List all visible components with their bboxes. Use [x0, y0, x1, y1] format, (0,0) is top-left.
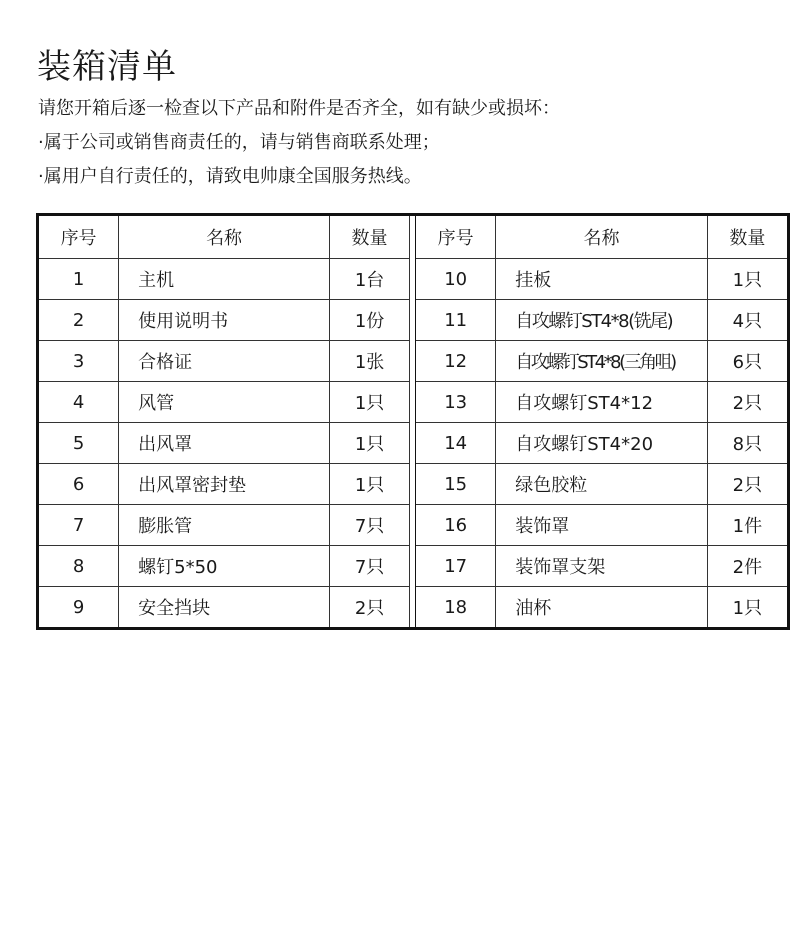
- page-title: 装箱清单: [37, 46, 177, 87]
- item-name: 合格证: [119, 341, 330, 382]
- header-name-left: 名称: [119, 215, 330, 259]
- intro-text: [38, 92, 560, 194]
- item-name: 风管: [119, 382, 330, 423]
- header-no-right: 序号: [416, 215, 496, 259]
- item-qty: 2只: [329, 587, 409, 629]
- item-name: 绿色胶粒: [496, 464, 708, 505]
- item-name: 油杯: [496, 587, 708, 629]
- table-row: [38, 546, 789, 587]
- item-qty: 7只: [329, 505, 409, 546]
- item-qty: 1只: [329, 464, 409, 505]
- item-no: 14: [416, 423, 496, 464]
- item-name: 安全挡块: [119, 587, 330, 629]
- item-no: 5: [38, 423, 119, 464]
- item-no: 2: [38, 300, 119, 341]
- item-qty: 1份: [329, 300, 409, 341]
- item-name: 挂板: [496, 259, 708, 300]
- packing-list-table: [36, 213, 790, 630]
- item-qty: 2只: [707, 464, 788, 505]
- item-name: 膨胀管: [119, 505, 330, 546]
- item-no: 6: [38, 464, 119, 505]
- item-no: 13: [416, 382, 496, 423]
- table-row: [38, 382, 789, 423]
- header-name-right: 名称: [496, 215, 708, 259]
- item-qty: 1只: [329, 382, 409, 423]
- item-no: 7: [38, 505, 119, 546]
- item-qty: 4只: [707, 300, 788, 341]
- item-name: 自攻螺钉ST4*20: [496, 423, 708, 464]
- item-no: 17: [416, 546, 496, 587]
- header-qty-right: 数量: [707, 215, 788, 259]
- item-no: 1: [38, 259, 119, 300]
- item-no: 10: [416, 259, 496, 300]
- table-row: [38, 300, 789, 341]
- item-no: 12: [416, 341, 496, 382]
- item-no: 11: [416, 300, 496, 341]
- intro-line-3: ·属用户自行责任的，请致电帅康全国服务热线。: [38, 166, 422, 187]
- table-row: [38, 259, 789, 300]
- item-qty: 2只: [707, 382, 788, 423]
- item-qty: 1台: [329, 259, 409, 300]
- item-name: 自攻螺钉ST4*12: [496, 382, 708, 423]
- table-row: [38, 505, 789, 546]
- item-name: 自攻螺钉ST4*8(三角咀): [496, 341, 708, 382]
- item-qty: 1只: [329, 423, 409, 464]
- item-qty: 1张: [329, 341, 409, 382]
- item-qty: 7只: [329, 546, 409, 587]
- item-name: 装饰罩支架: [496, 546, 708, 587]
- intro-line-2: ·属于公司或销售商责任的，请与销售商联系处理；: [38, 132, 440, 153]
- item-no: 9: [38, 587, 119, 629]
- item-name: 螺钉5*50: [119, 546, 330, 587]
- item-name: 出风罩: [119, 423, 330, 464]
- item-qty: 6只: [707, 341, 788, 382]
- table-row: [38, 341, 789, 382]
- table-row: [38, 464, 789, 505]
- item-name: 使用说明书: [119, 300, 330, 341]
- item-name: 出风罩密封垫: [119, 464, 330, 505]
- item-no: 8: [38, 546, 119, 587]
- item-name: 主机: [119, 259, 330, 300]
- item-qty: 1件: [707, 505, 788, 546]
- item-qty: 8只: [707, 423, 788, 464]
- item-name: 自攻螺钉ST4*8(铣尾): [496, 300, 708, 341]
- item-no: 15: [416, 464, 496, 505]
- item-no: 18: [416, 587, 496, 629]
- table-row: [38, 587, 789, 629]
- intro-line-1: 请您开箱后逐一检查以下产品和附件是否齐全，如有缺少或损坏：: [38, 98, 560, 119]
- item-no: 3: [38, 341, 119, 382]
- table-row: [38, 423, 789, 464]
- item-qty: 1只: [707, 587, 788, 629]
- table-header-row: [38, 215, 789, 259]
- item-no: 16: [416, 505, 496, 546]
- item-qty: 1只: [707, 259, 788, 300]
- item-name: 装饰罩: [496, 505, 708, 546]
- header-qty-left: 数量: [329, 215, 409, 259]
- item-no: 4: [38, 382, 119, 423]
- item-qty: 2件: [707, 546, 788, 587]
- header-no-left: 序号: [38, 215, 119, 259]
